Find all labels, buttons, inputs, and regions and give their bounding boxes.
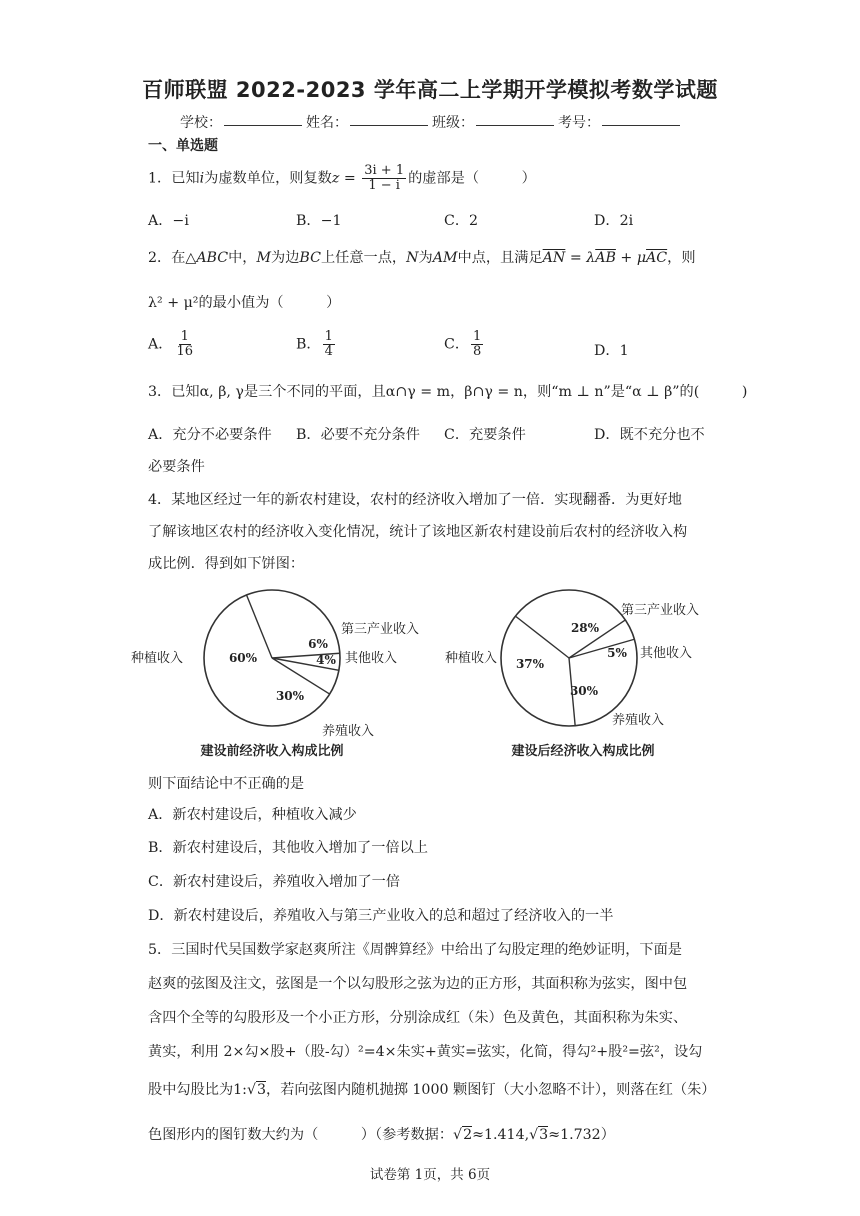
q2-am: AM bbox=[432, 250, 458, 266]
pie-category-label: 其他收入 bbox=[640, 646, 693, 661]
q5-line5-rest: ，若向弦图内随机抛掷 1000 颗图钉（大小忽略不计），则落在红（朱） bbox=[266, 1082, 716, 1098]
q2-c-den: 8 bbox=[473, 344, 482, 359]
pie-title: 建设后经济收入构成比例 bbox=[511, 744, 655, 759]
q5-stem-line3: 含四个全等的勾股形及一个小正方形，分别涂成红（朱）色及黄色，其面积称为朱实、 bbox=[148, 1010, 688, 1026]
q2-a-num: 1 bbox=[180, 329, 189, 344]
q5-ref2-value: ≈1.732） bbox=[548, 1127, 615, 1143]
q5-sqrt-2: 2 bbox=[463, 1127, 473, 1143]
q4-stem-line3: 成比例．得到如下饼图： bbox=[148, 556, 305, 572]
school-label: 学校： bbox=[180, 115, 222, 131]
q1-option-b[interactable]: B．−1 bbox=[296, 213, 342, 229]
q2-vector-ac: $\overline{AC}$ bbox=[646, 250, 668, 266]
pie-category-label: 种植收入 bbox=[444, 651, 497, 666]
q1-fraction bbox=[362, 164, 406, 193]
q2-option-d-label: D． bbox=[594, 343, 620, 359]
pie-value-label: 37% bbox=[515, 657, 545, 671]
q4-option-d[interactable]: D．新农村建设后，养殖收入与第三产业收入的总和超过了经济收入的一半 bbox=[148, 908, 614, 924]
q3-option-a[interactable]: A．充分不必要条件 bbox=[148, 427, 272, 443]
q2-option-d-text: 1 bbox=[619, 343, 629, 359]
q2-option-b-label: B． bbox=[296, 336, 321, 353]
q2-text: 为 bbox=[418, 250, 433, 266]
q1-eq: = bbox=[339, 170, 361, 187]
q2-text: 上任意一点， bbox=[320, 250, 407, 266]
q3-option-b[interactable]: B．必要不充分条件 bbox=[296, 427, 420, 443]
q5-stem-line6: 色图形内的图钉数大约为（ ）（参考数据：√2≈1.414,√3≈1.732） bbox=[148, 1127, 615, 1143]
q2-option-b[interactable] bbox=[296, 330, 337, 359]
q2-option-d[interactable] bbox=[594, 340, 629, 360]
q2-text: ，则 bbox=[667, 250, 696, 266]
pie-charts-figure bbox=[0, 585, 860, 785]
q4-option-b[interactable]: B．新农村建设后，其他收入增加了一倍以上 bbox=[148, 840, 428, 856]
pie-value-label: 6% bbox=[308, 637, 328, 651]
q2-abc: ABC bbox=[196, 250, 229, 266]
q1-option-d[interactable]: D．2i bbox=[594, 213, 634, 229]
q2-option-c[interactable] bbox=[444, 330, 485, 359]
q1-option-a[interactable]: A．−i bbox=[148, 213, 189, 229]
name-label: 姓名： bbox=[306, 115, 348, 131]
q1-i: i bbox=[199, 170, 205, 187]
q1-z: z bbox=[331, 170, 340, 187]
q5-stem-line5: 股中勾股比为1:√3，若向弦图内随机抛掷 1000 颗图钉（大小忽略不计），则落在红（朱） bbox=[148, 1082, 716, 1098]
pie-value-label: 30% bbox=[275, 689, 305, 703]
pie-value-label: 4% bbox=[316, 653, 336, 667]
q1-suffix: 的虚部是（ ） bbox=[408, 170, 536, 187]
q2-b-num: 1 bbox=[324, 329, 333, 344]
school-blank[interactable] bbox=[224, 112, 302, 126]
section-heading: 一、单选题 bbox=[148, 138, 218, 154]
q2-option-c-label: C． bbox=[444, 336, 470, 353]
q1-denominator: 1 − i bbox=[368, 178, 400, 193]
question-2-stem-line2: λ² + μ²的最小值为（ ） bbox=[148, 295, 341, 311]
q2-option-a-label: A． bbox=[148, 336, 173, 353]
q2-option-a-fraction bbox=[174, 330, 195, 359]
exam-no-blank[interactable] bbox=[602, 112, 680, 126]
q2-a-den: 16 bbox=[176, 344, 193, 359]
pie-category-label: 第三产业收入 bbox=[621, 603, 700, 618]
q5-ratio-text: 股中勾股比为1: bbox=[148, 1082, 247, 1098]
page-title: 百师联盟 2022-2023 学年高二上学期开学模拟考数学试题 bbox=[142, 78, 718, 102]
pie-chart-before bbox=[131, 590, 419, 759]
q2-plus: + μ bbox=[615, 250, 647, 266]
q1-option-c[interactable]: C．2 bbox=[444, 213, 479, 229]
q5-stem-line2: 赵爽的弦图及注文，弦图是一个以勾股形之弦为边的正方形，其面积称为弦实，图中包 bbox=[148, 976, 688, 992]
q1-numerator: 3i + 1 bbox=[364, 163, 405, 178]
pie-chart-after bbox=[445, 590, 699, 759]
pie-value-label: 60% bbox=[228, 651, 258, 665]
pie-value-label: 5% bbox=[607, 646, 627, 660]
q2-c-num: 1 bbox=[473, 329, 482, 344]
q5-line6-text: 色图形内的图钉数大约为（ ）（参考数据： bbox=[148, 1127, 454, 1143]
exam-no-label: 考号： bbox=[558, 115, 600, 131]
q2-b-den: 4 bbox=[324, 344, 333, 359]
q4-option-a[interactable]: A．新农村建设后，种植收入减少 bbox=[148, 807, 357, 823]
pie-title: 建设前经济收入构成比例 bbox=[200, 744, 344, 759]
question-3-stem: 3．已知α, β, γ是三个不同的平面，且α∩γ = m，β∩γ = n，则“m ⊥ n”是“α ⊥ β”的( ) bbox=[148, 384, 748, 400]
q5-sqrt-3: 3 bbox=[256, 1082, 267, 1098]
q2-option-c-fraction bbox=[471, 330, 483, 359]
q2-option-a[interactable] bbox=[148, 330, 197, 359]
q5-sqrt-3b: 3 bbox=[539, 1127, 549, 1143]
q1-mid: 为虚数单位，则复数 bbox=[204, 170, 332, 187]
q2-vector-an: $\overline{AN}$ bbox=[542, 250, 566, 266]
student-info-row bbox=[180, 112, 684, 132]
q2-text: 为边 bbox=[271, 250, 300, 266]
pie-category-label: 种植收入 bbox=[130, 651, 183, 666]
pie-value-label: 30% bbox=[569, 684, 599, 698]
pie-category-label: 养殖收入 bbox=[612, 713, 665, 728]
q2-option-b-fraction bbox=[323, 330, 335, 359]
page-footer: 试卷第 1页，共 6页 bbox=[369, 1167, 491, 1183]
q5-ref1-value: ≈1.414, bbox=[472, 1127, 530, 1143]
pie-value-label: 28% bbox=[570, 621, 600, 635]
q3-option-c[interactable]: C．充要条件 bbox=[444, 427, 526, 443]
q3-option-d-continuation: 必要条件 bbox=[148, 459, 205, 475]
pie-category-label: 其他收入 bbox=[345, 651, 398, 666]
q4-question: 则下面结论中不正确的是 bbox=[148, 776, 305, 792]
q2-eq: = λ bbox=[565, 250, 596, 266]
class-label: 班级： bbox=[432, 115, 474, 131]
q2-m: M bbox=[256, 250, 272, 266]
q4-stem-line2: 了解该地区农村的经济收入变化情况，统计了该地区新农村建设前后农村的经济收入构 bbox=[148, 524, 688, 540]
q1-prefix: 1．已知 bbox=[148, 170, 200, 187]
question-2-stem-line1 bbox=[148, 248, 696, 268]
q5-stem-line1: 5．三国时代吴国数学家赵爽所注《周髀算经》中给出了勾股定理的绝妙证明，下面是 bbox=[148, 942, 682, 958]
name-blank[interactable] bbox=[350, 112, 428, 126]
q2-vector-ab: $\overline{AB}$ bbox=[595, 250, 616, 266]
q2-text: 中， bbox=[228, 250, 257, 266]
pie-category-label: 第三产业收入 bbox=[341, 622, 420, 637]
q3-option-d[interactable]: D．既不充分也不 bbox=[594, 427, 705, 443]
q4-option-c[interactable]: C．新农村建设后，养殖收入增加了一倍 bbox=[148, 874, 401, 890]
q4-stem-line1: 4．某地区经过一年的新农村建设，农村的经济收入增加了一倍．实现翻番．为更好地 bbox=[148, 492, 682, 508]
q2-n: N bbox=[406, 250, 419, 266]
q2-bc: BC bbox=[299, 250, 321, 266]
class-blank[interactable] bbox=[476, 112, 554, 126]
q2-text: 2．在△ bbox=[148, 250, 197, 266]
q5-stem-line4: 黄实，利用 2×勾×股+（股-勾）²=4×朱实+黄实=弦实，化简，得勾²+股²=弦²，设勾 bbox=[148, 1044, 703, 1060]
q2-text: 中点，且满足 bbox=[457, 250, 543, 266]
pie-category-label: 养殖收入 bbox=[322, 724, 375, 739]
question-1-stem bbox=[148, 164, 536, 193]
